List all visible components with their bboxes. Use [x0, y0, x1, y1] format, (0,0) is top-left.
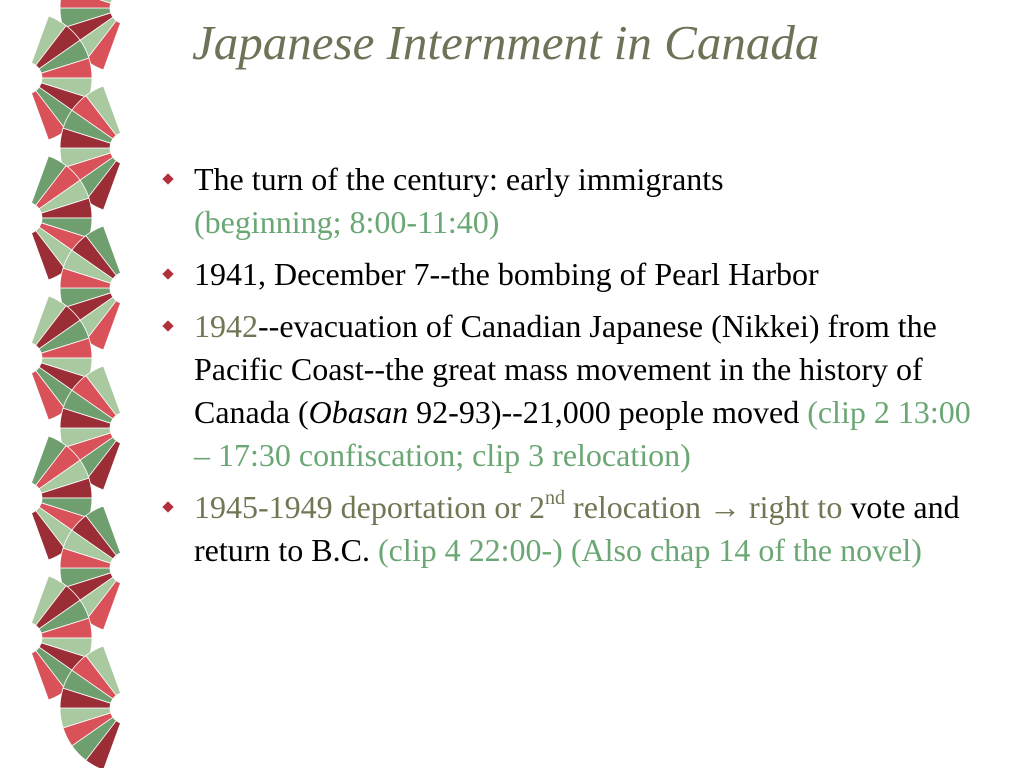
bullet-item-3	[160, 305, 990, 477]
bullet-4-note: (clip 4 22:00-) (Also chap 14 of the novel)	[377, 532, 922, 568]
bullet-4-superscript: nd	[545, 487, 566, 509]
bullet-list	[160, 158, 990, 581]
diamond-bullet-icon	[162, 173, 173, 184]
bullet-3-book-title: Obasan	[308, 394, 409, 430]
right-arrow-icon: →	[708, 489, 741, 525]
bullet-item-4	[160, 486, 990, 572]
bullet-1-note: (beginning; 8:00-11:40)	[194, 204, 500, 240]
bullet-4-mid: relocation	[565, 489, 709, 525]
bullet-4-text: vote and return to B.C.	[194, 489, 960, 568]
bullet-3-text-after: 92-93)--21,000 people moved	[408, 394, 800, 430]
slide-title: Japanese Internment in Canada	[192, 15, 820, 70]
bullet-3-note: (clip 2 13:00 – 17:30 confiscation; clip 3 relocation)	[194, 394, 971, 473]
diamond-bullet-icon	[162, 501, 173, 512]
bullet-2-text: 1941, December 7--the bombing of Pearl Harbor	[194, 256, 819, 292]
fan-ribbon-icon	[0, 0, 150, 768]
bullet-4-right-to: right to	[740, 489, 843, 525]
bullet-4-lead: 1945-1949 deportation or 2	[194, 489, 546, 525]
diamond-bullet-icon	[162, 268, 173, 279]
bullet-item-1	[160, 158, 990, 244]
bullet-item-2	[160, 253, 990, 296]
bullet-3-text-before: --evacuation of Canadian Japanese (Nikkei) from the Pacific Coast--the great mass movement in the history of Canada (	[194, 308, 937, 430]
bullet-3-year: 1942	[194, 308, 258, 344]
bullet-1-text: The turn of the century: early immigrants	[194, 161, 724, 197]
diamond-bullet-icon	[162, 320, 173, 331]
